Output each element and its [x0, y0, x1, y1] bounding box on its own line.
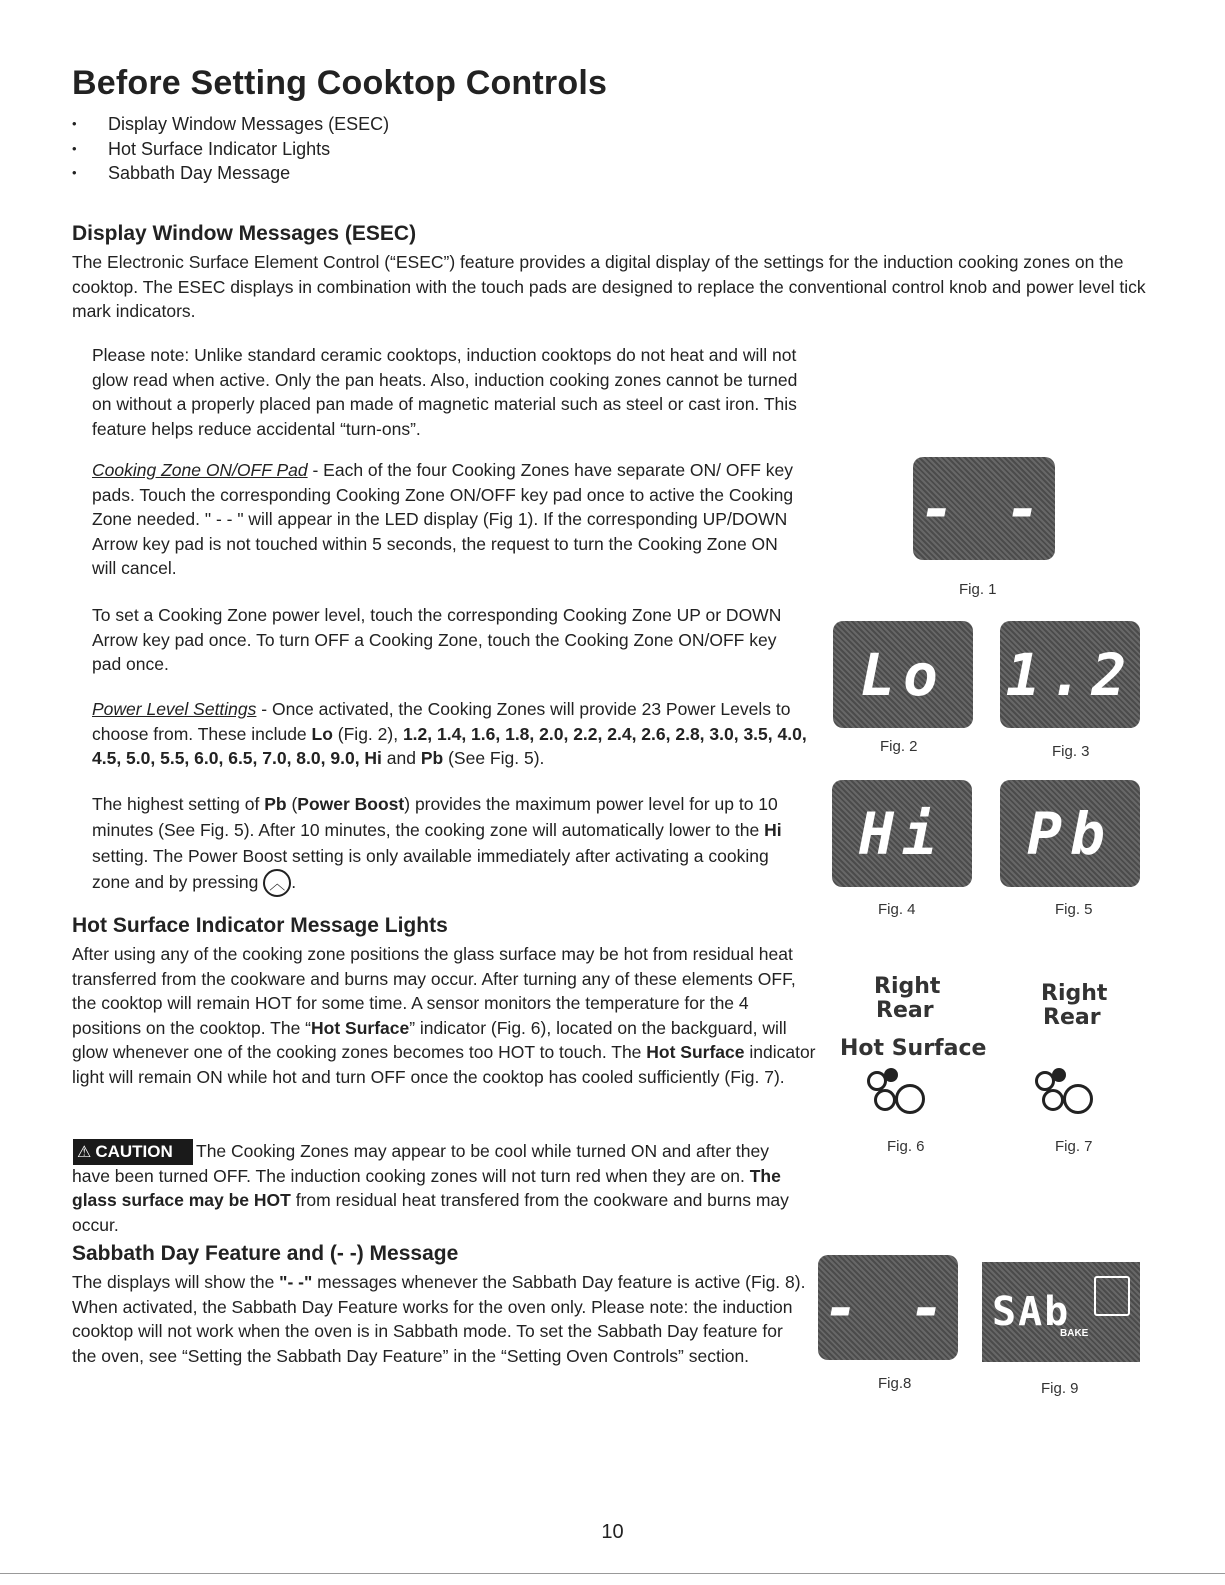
- display-readout: Hi: [859, 799, 945, 868]
- pb-setting: Pb: [264, 794, 287, 814]
- fig4-caption: Fig. 4: [878, 901, 916, 918]
- display-readout: - -: [823, 1273, 953, 1342]
- fig5-display: [1000, 780, 1140, 887]
- page-title: Before Setting Cooktop Controls: [72, 64, 608, 102]
- power-level-paragraph: To set a Cooking Zone power level, touch the corresponding Cooking Zone UP or DOWN Arrow key pad once. To turn OFF a Cooking Zone, touch the Cooking Zone ON/OFF key pad once.: [92, 605, 782, 674]
- power-boost-name: Power Boost: [297, 794, 405, 814]
- up-arrow-pad-icon: ︿: [263, 869, 291, 897]
- boost-text: setting. The Power Boost setting is only available immediately after activating a cooking zone and by pressing: [92, 846, 769, 892]
- fig6-zone-label: Rear: [876, 998, 934, 1023]
- boost-text: ) provides the maximum power level for up to 10 minutes (See Fig. 5). After 10 minutes, the cooking zone will automatically lower to the: [92, 794, 778, 840]
- hot-surface-text: ” indicator (Fig. 6), located on the backguard, will glow whenever one of the cooking zones becomes too HOT to touch. The: [72, 1017, 787, 1062]
- power-settings-text: (Fig. 2),: [332, 723, 403, 744]
- caution-label: CAUTION: [95, 1142, 173, 1161]
- topic-list: [72, 112, 389, 186]
- power-settings-paragraph: [92, 697, 812, 771]
- fig9-display: [982, 1262, 1140, 1362]
- topic-item: • Sabbath Day Message: [72, 161, 389, 186]
- fig1-display: [913, 457, 1055, 560]
- sabbath-text: messages whenever the Sabbath Day feature is active (Fig. 8). When activated, the Sabbath Day Feature works for the oven only. Please note: the induction cooktop will not work when the oven is in Sabbath mode. To set the Sabbath Day feature for the oven, see “Setting the Sabbath Day Feature” in the “Setting Oven Controls” section.: [72, 1272, 806, 1366]
- sabbath-paragraph: [72, 1270, 807, 1368]
- power-settings-text: - Once activated, the Cooking Zones will provide 23 Power Levels to choose from. These include: [92, 699, 791, 744]
- boost-text: (: [286, 794, 298, 814]
- topic-item: • Hot Surface Indicator Lights: [72, 137, 389, 162]
- power-settings-text: and: [381, 748, 421, 768]
- topic-item: • Display Window Messages (ESEC): [72, 112, 389, 137]
- fig8-caption: Fig.8: [878, 1375, 912, 1392]
- caution-text: The Cooking Zones may appear to be cool while turned ON and after they have been turned OFF. The induction cooking zones will not turn red when they are on.: [72, 1141, 769, 1186]
- fig2-display: [833, 621, 973, 728]
- power-levels-list: 1.2, 1.4, 1.6, 1.8, 2.0, 2.2, 2.4, 2.6, 2.8, 3.0, 3.5, 4.0, 4.5, 5.0, 5.5, 6.0, 6.5, 7.0, 8.0, 9.0, Hi: [92, 723, 807, 768]
- display-readout: Pb: [1027, 799, 1113, 868]
- hot-surface-term: Hot Surface: [311, 1017, 410, 1038]
- fig2-caption: Fig. 2: [880, 738, 918, 755]
- esec-intro: The Electronic Surface Element Control (“ESEC”) feature provides a digital display of the settings for the induction cooking zones on the cooktop. The ESEC displays in combination with the touch pads are designed to replace the conventional control knob and power level tick mark indicators.: [72, 252, 1146, 321]
- display-readout: 1.2: [1005, 640, 1135, 709]
- fig3-caption: Fig. 3: [1052, 743, 1090, 760]
- sabbath-text: The displays will show the: [72, 1272, 280, 1292]
- display-readout: SAb: [992, 1289, 1071, 1335]
- onoff-paragraph: [92, 458, 802, 581]
- caution-text: from residual heat transfered from the cookware and burns may occur.: [72, 1190, 789, 1235]
- bottom-rule: [0, 1573, 1225, 1574]
- hot-surface-term: Hot Surface: [646, 1042, 745, 1062]
- section-heading-hot-surface: Hot Surface Indicator Message Lights: [72, 914, 448, 937]
- page-number: 10: [601, 1521, 624, 1543]
- bake-label: BAKE: [1060, 1328, 1089, 1339]
- onoff-text: - Each of the four Cooking Zones have separate ON/ OFF key pads. Touch the corresponding Cooking Zone ON/OFF key pad once to active the Cooking Zone needed. " - - " will appear in the LED display (Fig 1). If the corresponding UP/DOWN Arrow key pad is not touched within 5 seconds, the request to turn the Cooking Zone ON will cancel.: [92, 460, 794, 578]
- pb-setting: Pb: [420, 748, 444, 768]
- hot-surface-paragraph: [72, 942, 817, 1089]
- fig4-display: [832, 780, 972, 887]
- fig9-caption: Fig. 9: [1041, 1380, 1079, 1397]
- hot-surface-text: After using any of the cooking zone positions the glass surface may be hot from residual heat transferred from the cookware and burns may occur. After turning any of these elements OFF, the cooktop will remain HOT for some time. A sensor monitors the temperature for the 4 positions on the cooktop. The “: [72, 944, 796, 1038]
- warning-triangle-icon: ⚠: [77, 1144, 92, 1161]
- fig5-caption: Fig. 5: [1055, 901, 1093, 918]
- fig8-display: [818, 1255, 958, 1360]
- boost-text: .: [291, 872, 297, 892]
- power-boost-paragraph: [92, 791, 807, 897]
- power-settings-label: Power Level Settings: [92, 699, 257, 719]
- fig3-display: [1000, 621, 1140, 728]
- fig7-caption: Fig. 7: [1055, 1138, 1093, 1155]
- display-readout: Lo: [860, 640, 946, 709]
- hot-surface-text: indicator light will remain ON while hot and turn OFF once the cooktop has cooled sufficiently (Fig. 7).: [72, 1042, 816, 1087]
- display-box-icon: [1094, 1276, 1130, 1316]
- lo-setting: Lo: [311, 723, 333, 744]
- fig1-caption: Fig. 1: [959, 581, 997, 598]
- caution-emphasis: The glass surface may be HOT: [72, 1165, 781, 1210]
- induction-note: Please note: Unlike standard ceramic cooktops, induction cooktops do not heat and will not glow read when active. Only the pan heats. Also, induction cooking zones cannot be turned on without a properly placed pan made of magnetic material such as steel or cast iron. This feature helps reduce accidental “turn-ons”.: [92, 345, 798, 439]
- fig6-zone-label: Right: [874, 974, 941, 999]
- fig7-zone-label: Right: [1041, 981, 1108, 1006]
- hi-setting: Hi: [764, 820, 782, 840]
- dash-message: "- -": [279, 1272, 313, 1292]
- display-readout: - -: [919, 474, 1049, 543]
- fig7-zone-label: Rear: [1043, 1005, 1101, 1030]
- fig6-caption: Fig. 6: [887, 1138, 925, 1155]
- fig6-hot-surface-label: Hot Surface: [840, 1036, 987, 1061]
- caution-paragraph: [72, 1139, 807, 1237]
- onoff-label: Cooking Zone ON/OFF Pad: [92, 460, 308, 480]
- section-heading-esec: Display Window Messages (ESEC): [72, 222, 417, 245]
- power-settings-text: (See Fig. 5).: [443, 748, 545, 768]
- section-heading-sabbath: Sabbath Day Feature and (- -) Message: [72, 1242, 459, 1265]
- boost-text: The highest setting of: [92, 794, 265, 814]
